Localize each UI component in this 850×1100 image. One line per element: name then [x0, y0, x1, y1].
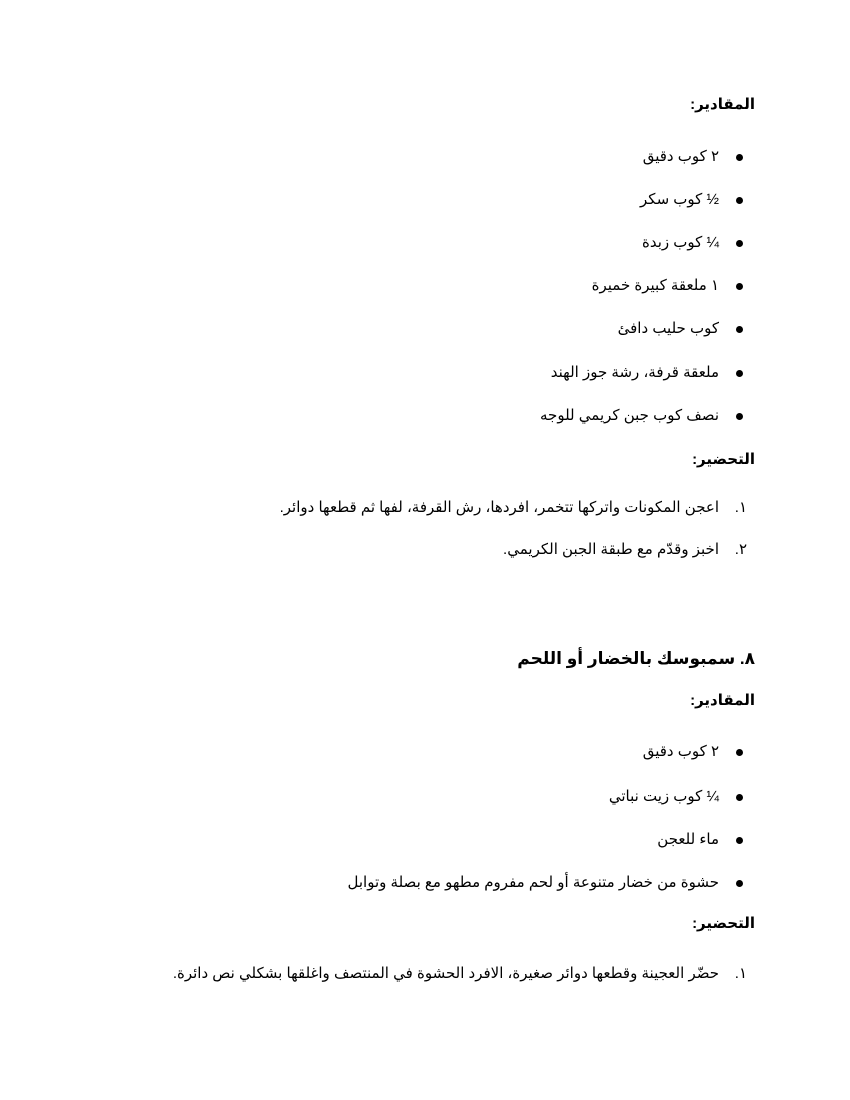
ingredient-text: ¼ كوب زيت نباتي [608, 788, 719, 805]
bullet-icon [736, 413, 743, 420]
list-item [503, 539, 755, 561]
list-item [173, 963, 755, 985]
ingredients-heading: المقادير: [690, 692, 755, 709]
bullet-icon [736, 837, 743, 844]
list-item [540, 405, 755, 427]
ingredient-text: ٢ كوب دقيق [642, 148, 719, 165]
bullet-icon [736, 154, 743, 161]
ingredient-text: ¼ كوب زبدة [641, 234, 719, 251]
bullet-icon [736, 370, 743, 377]
ingredient-text: ½ كوب سكر [640, 191, 719, 208]
bullet-icon [736, 197, 743, 204]
list-item [348, 872, 755, 894]
list-item [640, 189, 755, 211]
bullet-icon [736, 326, 743, 333]
ingredient-text: ٢ كوب دقيق [642, 743, 719, 760]
ingredient-text: نصف كوب جبن كريمي للوجه [540, 407, 719, 424]
list-item [643, 146, 755, 168]
ingredient-text: كوب حليب دافئ [617, 320, 719, 337]
list-item [592, 275, 755, 297]
bullet-icon [736, 240, 743, 247]
ingredient-text: حشوة من خضار متنوعة أو لحم مفروم مطهو مع بصلة وتوابل [347, 874, 719, 891]
step-text: حضّر العجينة وقطعها دوائر صغيرة، الافرد الحشوة في المنتصف واغلقها بشكلي نص دائرة. [172, 965, 719, 982]
step-number: ١. [734, 965, 747, 982]
section-title: ٨. سمبوسك بالخضار أو اللحم [517, 649, 755, 668]
ingredient-text: ملعقة قرفة، رشة جوز الهند [550, 364, 719, 381]
ingredients-heading: المقادير: [690, 96, 755, 113]
step-number: ٢. [734, 541, 747, 558]
list-item [609, 786, 755, 808]
ingredient-text: ماء للعجن [657, 831, 719, 848]
list-item [642, 232, 755, 254]
list-item [618, 318, 755, 340]
bullet-icon [736, 749, 743, 756]
bullet-icon [736, 880, 743, 887]
list-item [280, 497, 755, 519]
bullet-icon [736, 794, 743, 801]
preparation-heading: التحضير: [692, 915, 755, 932]
preparation-heading: التحضير: [692, 451, 755, 468]
list-item [643, 741, 755, 763]
list-item [657, 829, 755, 851]
list-item [551, 362, 755, 384]
bullet-icon [736, 283, 743, 290]
step-text: اعجن المكونات واتركها تتخمر، افردها، رش القرفة، لفها ثم قطعها دوائر. [279, 499, 719, 516]
step-number: ١. [734, 499, 747, 516]
step-text: اخبز وقدّم مع طبقة الجبن الكريمي. [503, 541, 719, 558]
ingredient-text: ١ ملعقة كبيرة خميرة [591, 277, 719, 294]
